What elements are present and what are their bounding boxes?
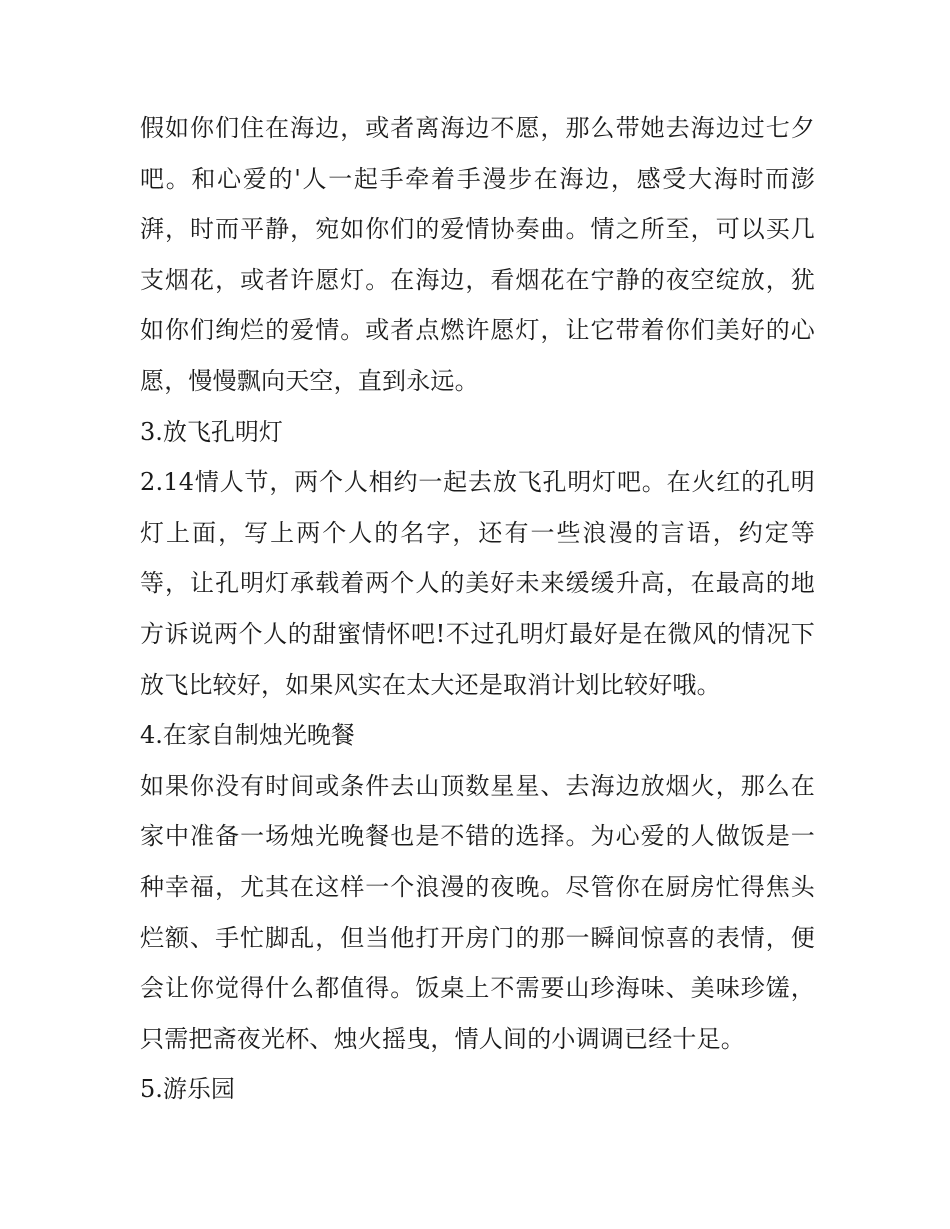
paragraph-sky-lantern: 2.14情人节，两个人相约一起去放飞孔明灯吧。在火红的孔明灯上面，写上两个人的名字，还有一些浪漫的言语，约定等等，让孔明灯承载着两个人的美好未来缓缓升高，在最高的地方诉说两个人的甜蜜情怀吧!不过孔明灯最好是在微风的情况下放飞比较好，如果风实在太大还是取消计划比较好哦。 (140, 468, 815, 699)
paragraph-seaside: 假如你们住在海边，或者离海边不愿，那么带她去海边过七夕吧。和心爱的'人一起手牵着手漫步在海边，感受大海时而澎湃，时而平静，宛如你们的爱情协奏曲。情之所至，可以买几支烟花，或者许愿灯。在海边，看烟花在宁静的夜空绽放，犹如你们绚烂的爱情。或者点燃许愿灯，让它带着你们美好的心愿，慢慢飘向天空，直到永远。 (140, 114, 815, 395)
paragraph-candlelight-dinner: 如果你没有时间或条件去山顶数星星、去海边放烟火，那么在家中准备一场烛光晚餐也是不错的选择。为心爱的人做饭是一种幸福，尤其在这样一个浪漫的夜晚。尽管你在厨房忙得焦头烂额、手忙脚乱，但当他打开房门的那一瞬间惊喜的表情，便会让你觉得什么都值得。饭桌上不需要山珍海味、美味珍馐，只需把斋夜光杯、烛火摇曳，情人间的小调调已经十足。 (140, 771, 815, 1053)
section-heading-candlelight-dinner: 4.在家自制烛光晚餐 (140, 721, 355, 750)
document-body (140, 103, 815, 1115)
section-heading-amusement-park: 5.游乐园 (140, 1075, 235, 1104)
section-heading-sky-lantern: 3.放飞孔明灯 (140, 417, 283, 446)
